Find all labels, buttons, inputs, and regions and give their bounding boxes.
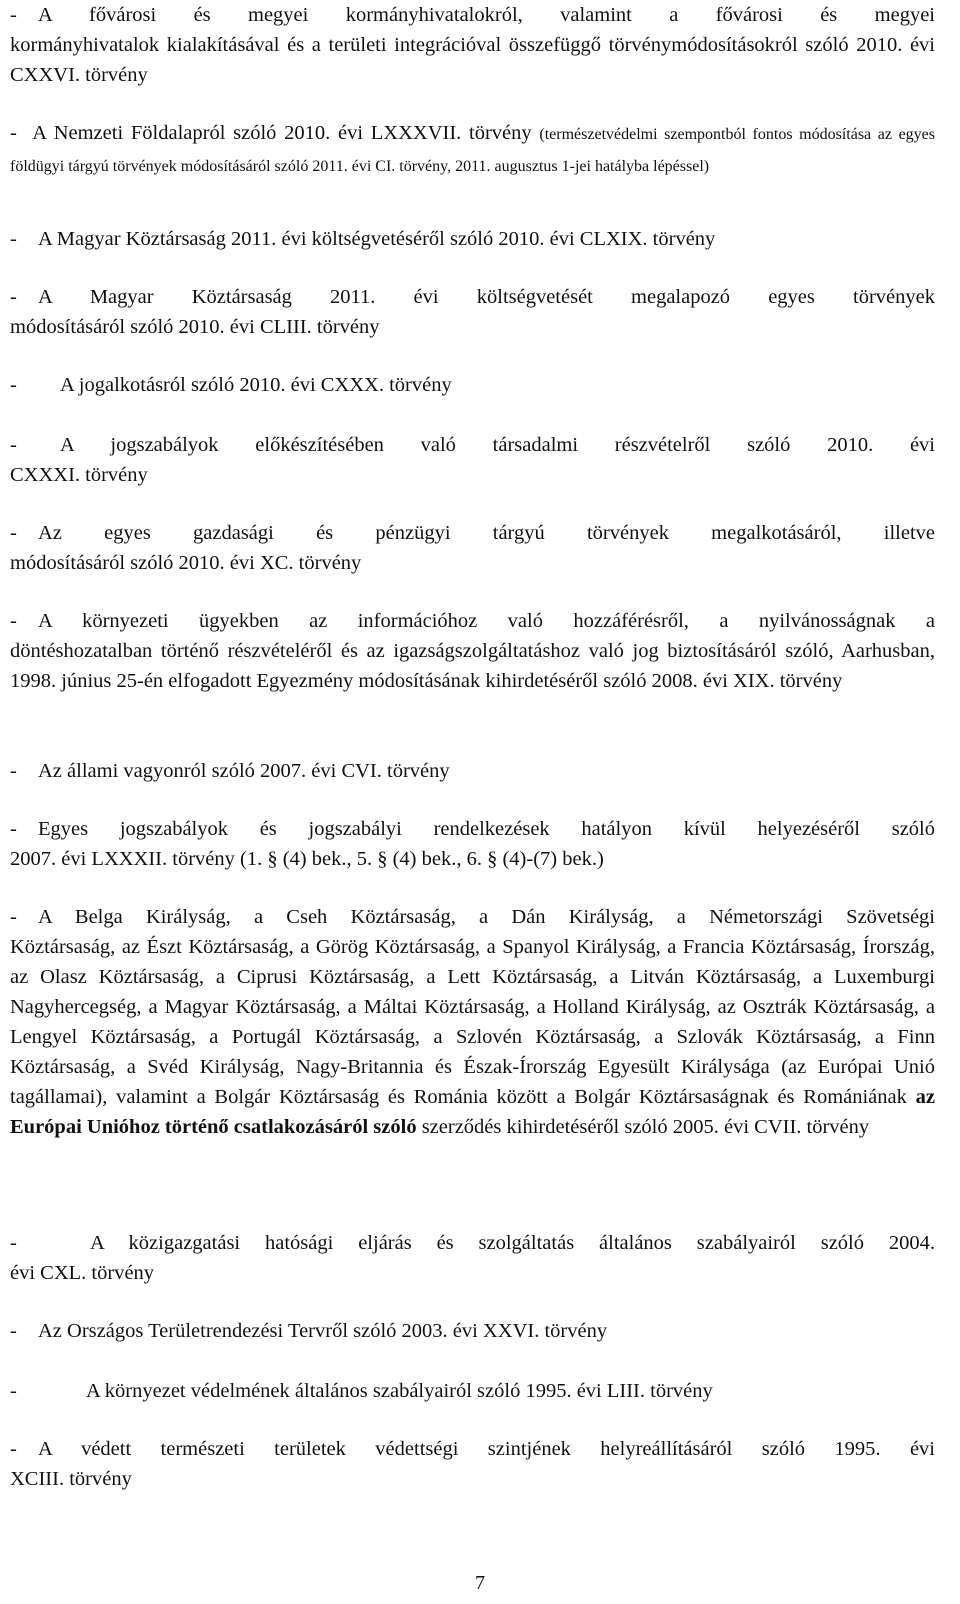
list-item: [10, 518, 935, 578]
list-item-first-line: A Magyar Köztársaság 2011. évi költségvetését megalapozó egyes törvények: [38, 286, 935, 308]
list-dash: -: [10, 1232, 17, 1254]
list-dash: -: [10, 818, 17, 840]
list-item: [10, 118, 935, 182]
list-dash: -: [10, 610, 17, 632]
list-item-continuation: kormányhivatalok kialakításával és a területi integrációval összefüggő törvénymódosításokról szóló 2010. évi CXXVI. törvény: [10, 34, 935, 86]
list-item-continuation: [10, 932, 935, 1142]
list-item-text: Az állami vagyonról szóló 2007. évi CVI. törvény: [38, 760, 450, 782]
list-item-continuation: módosításáról szóló 2010. évi CLIII. törvény: [10, 316, 380, 338]
list-item: [10, 606, 935, 696]
list-item-text: Az Országos Területrendezési Tervről szóló 2003. évi XXVI. törvény: [38, 1320, 608, 1342]
list-item-first-line: A jogszabályok előkészítésében való társadalmi részvételről szóló 2010. évi: [60, 434, 935, 456]
list-item: [10, 430, 935, 490]
list-item-text: A környezet védelmének általános szabályairól szóló 1995. évi LIII. törvény: [86, 1380, 713, 1402]
list-dash: -: [10, 1438, 17, 1460]
list-item: [10, 814, 935, 874]
list-item-continuation: módosításáról szóló 2010. évi XC. törvény: [10, 552, 362, 574]
list-dash: -: [10, 286, 17, 308]
list-dash: -: [10, 1380, 17, 1402]
list-item-text-a: Köztársaság, az Észt Köztársaság, a Görög Köztársaság, a Spanyol Királyság, a Francia Köztársaság, Írország, az Olasz Köztársaság, a Ciprusi Köztársaság, a Lett Köztársaság, a Litván Köztársaság, a Luxemburgi Nagyhercegség, a Magyar Köztársaság, a Máltai Köztársaság, a Holland Királyság, az Osztrák Köztársaság, a Lengyel Köztársaság, a Portugál Köztársaság, a Szlovén Köztársaság, a Szlovák Köztársaság, a Finn Köztársaság, a Svéd Királyság, Nagy-Britannia és Észak-Írország Egyesült Királysága (az Európai Unió tagállamai), valamint a Bolgár Köztársaság és Románia között a Bolgár Köztársaságnak és Romániának: [10, 936, 935, 1108]
list-item: [10, 0, 935, 90]
list-item: [10, 1434, 935, 1494]
list-item: [10, 902, 935, 1142]
list-item: [10, 1228, 935, 1288]
list-dash: -: [10, 434, 17, 456]
list-dash: -: [10, 906, 17, 928]
list-dash: -: [10, 522, 17, 544]
list-item: [10, 1376, 935, 1406]
list-item: [10, 224, 935, 254]
page-number: 7: [475, 1572, 485, 1594]
list-item-continuation: döntéshozatalban történő részvételéről és az igazságszolgáltatáshoz való jog biztosításáról szóló, Aarhusban, 1998. június 25-én elfogadott Egyezmény módosításának kihirdetéséről szóló 2008. évi XIX. törvény: [10, 640, 935, 692]
list-dash: -: [10, 760, 17, 782]
list-dash: -: [10, 122, 17, 144]
list-item-text: A Magyar Köztársaság 2011. évi költségvetéséről szóló 2010. évi CLXIX. törvény: [38, 228, 716, 250]
list-item: [10, 282, 935, 342]
list-item-continuation: CXXXI. törvény: [10, 464, 148, 486]
list-item-continuation: XCIII. törvény: [10, 1468, 132, 1490]
list-item-first-line: Az egyes gazdasági és pénzügyi tárgyú törvények megalkotásáról, illetve: [38, 522, 935, 544]
list-item-first-line: A környezeti ügyekben az információhoz való hozzáférésről, a nyilvánosságnak a: [38, 610, 935, 632]
list-item-first-line: A Belga Királyság, a Cseh Köztársaság, a Dán Királyság, a Németországi Szövetségi: [38, 906, 935, 928]
list-item-first-line: A közigazgatási hatósági eljárás és szolgáltatás általános szabályairól szóló 2004.: [90, 1232, 935, 1254]
list-dash: -: [10, 4, 17, 26]
list-item: [10, 756, 935, 786]
list-item-text: A jogalkotásról szóló 2010. évi CXXX. törvény: [60, 374, 452, 396]
list-dash: -: [10, 228, 17, 250]
list-item-first-line: Egyes jogszabályok és jogszabályi rendelkezések hatályon kívül helyezéséről szóló: [38, 818, 935, 840]
list-item-first-line: A fővárosi és megyei kormányhivatalokról, valamint a fővárosi és megyei: [38, 4, 935, 26]
list-item-bold-text: az Európai Unióhoz történő csatlakozásáról szóló: [10, 1086, 936, 1138]
list-item: [10, 1316, 935, 1346]
list-item-first-line: A védett természeti területek védettségi szintjének helyreállításáról szóló 1995. évi: [38, 1438, 935, 1460]
list-item-text-b: szerződés kihirdetéséről szóló 2005. évi CVII. törvény: [421, 1116, 870, 1138]
list-item-continuation: 2007. évi LXXXII. törvény (1. § (4) bek., 5. § (4) bek., 6. § (4)-(7) bek.): [10, 848, 604, 870]
list-item: [10, 370, 935, 400]
list-item-continuation: évi CXL. törvény: [10, 1262, 155, 1284]
list-item-text: A Nemzeti Földalapról szóló 2010. évi LXXXVII. törvény: [32, 122, 532, 144]
list-dash: -: [10, 374, 17, 396]
list-item-note: (természetvédelmi szempontból fontos módosítása az egyes földügyi tárgyú törvények módosításáról szóló 2011. évi CI. törvény, 2011. augusztus 1-jei hatályba lépéssel): [10, 126, 935, 175]
list-dash: -: [10, 1320, 17, 1342]
